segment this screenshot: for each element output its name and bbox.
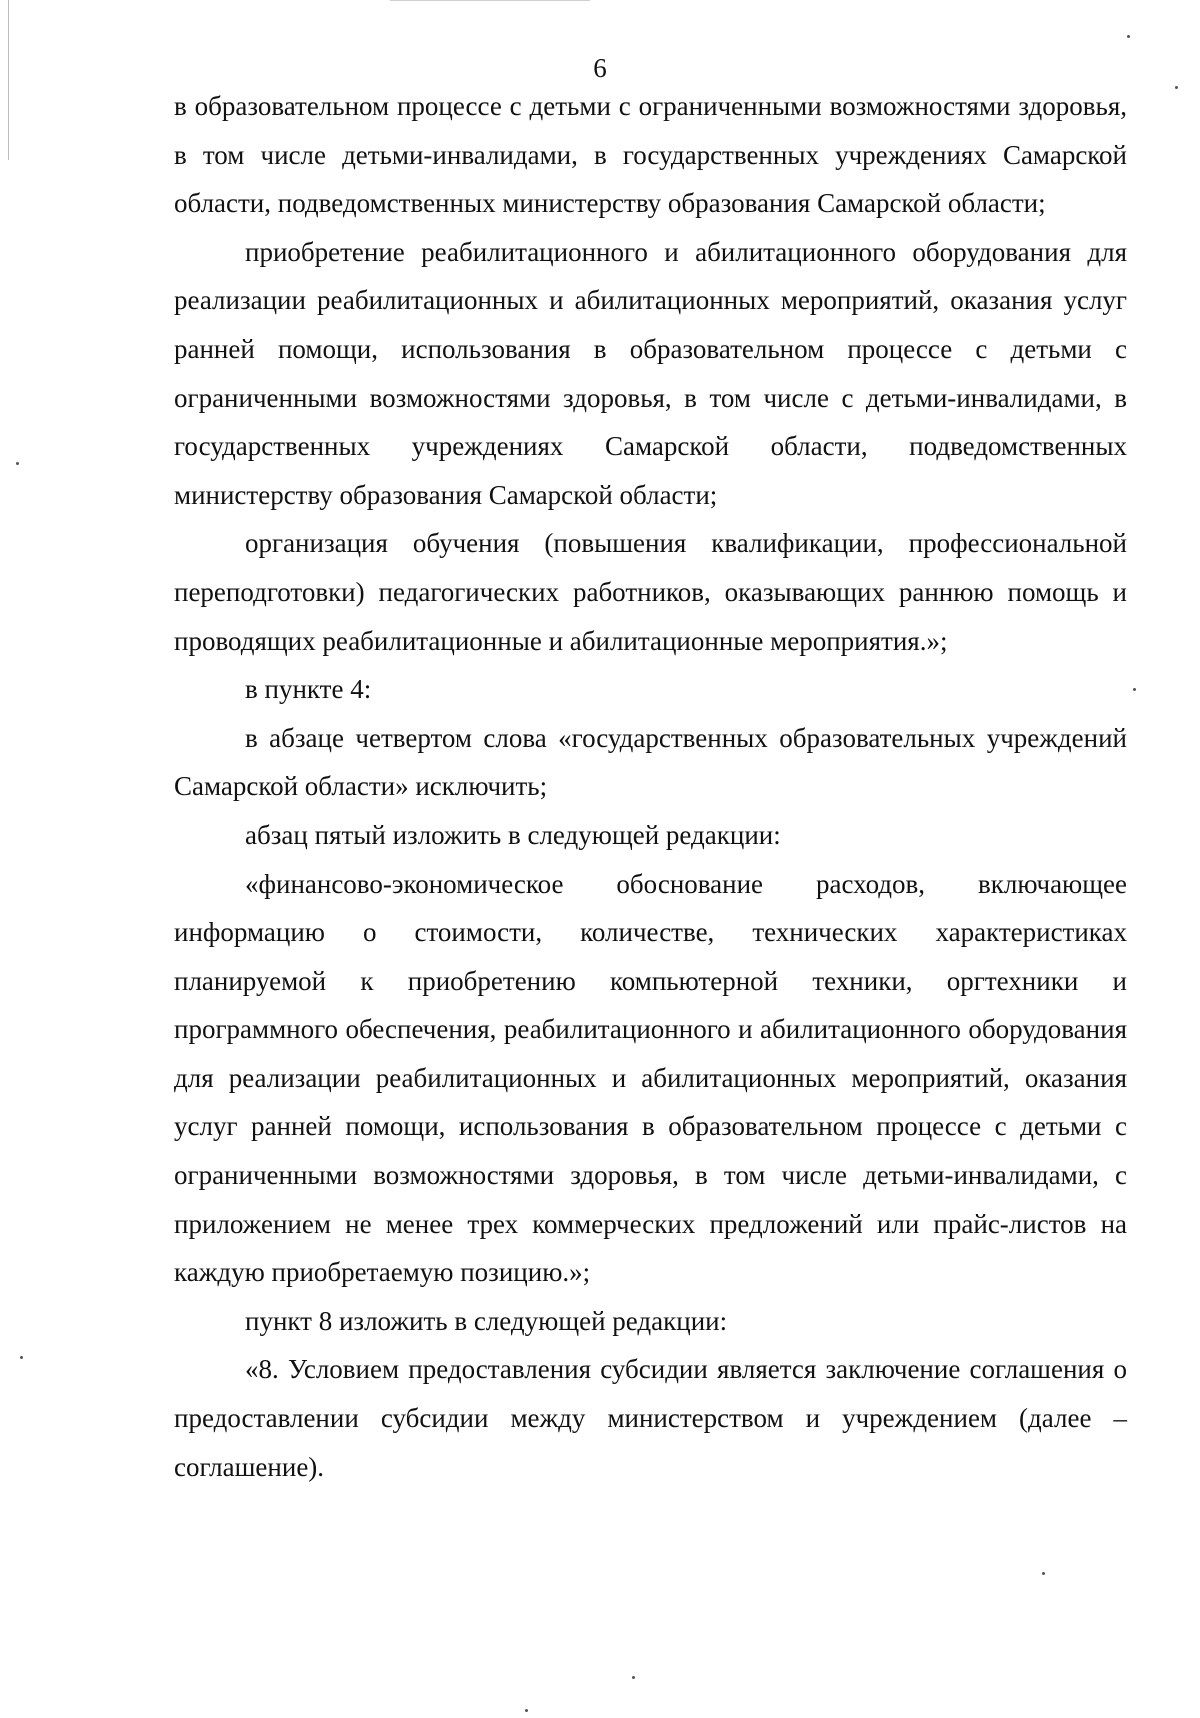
paragraph: абзац пятый изложить в следующей редакции: — [245, 819, 781, 850]
paragraph: организация обучения (повышения квалификации, профессиональной переподготовки) педагогических работников, оказывающих раннюю помощь и проводящих реабилитационные и абилитационные мероприятия.»; — [174, 528, 1127, 656]
scan-speck — [1042, 1572, 1045, 1575]
paragraph: «8. Условием предоставления субсидии является заключение соглашения о предоставлении субсидии между министерством и учреждением (далее – соглашение). — [174, 1354, 1127, 1482]
scan-speck — [632, 1676, 635, 1679]
scan-speck — [1133, 688, 1136, 691]
document-body — [174, 82, 1127, 1491]
scan-speck — [16, 462, 19, 465]
paragraph: в абзаце четвертом слова «государственных образовательных учреждений Самарской области» исключить; — [174, 722, 1127, 802]
paragraph: пункт 8 изложить в следующей редакции: — [245, 1305, 728, 1336]
paragraph: приобретение реабилитационного и абилитационного оборудования для реализации реабилитационных и абилитационных мероприятий, оказания услуг ранней помощи, использования в образовательном процессе с детьми с ограниченными возможностями здоровья, в том числе с детьми-инвалидами, в государственных учреждениях Самарской области, подведомственных министерству образования Самарской области; — [174, 236, 1127, 510]
scan-speck — [525, 1709, 528, 1712]
scan-speck — [1127, 35, 1130, 38]
paragraph: в пункте 4: — [245, 674, 372, 705]
scan-speck — [20, 1356, 23, 1359]
scan-speck — [1175, 86, 1178, 89]
paragraph: в образовательном процессе с детьми с ограниченными возможностями здоровья, в том числе детьми-инвалидами, в государственных учреждениях Самарской области, подведомственных министерству образования Самарской области; — [174, 91, 1127, 219]
paragraph: «финансово-экономическое обоснование расходов, включающее информацию о стоимости, количестве, технических характеристиках планируемой к приобретению компьютерной техники, оргтехники и программного обеспечения, реабилитационного и абилитационного оборудования для реализации реабилитационных и абилитационных мероприятий, оказания услуг ранней помощи, использования в образовательном процессе с детьми с ограниченными возможностями здоровья, в том числе детьми-инвалидами, с приложением не менее трех коммерческих предложений или прайс-листов на каждую приобретаемую позицию.»; — [174, 868, 1127, 1288]
scan-edge-mark — [390, 0, 590, 1]
page-number: 6 — [593, 53, 607, 83]
